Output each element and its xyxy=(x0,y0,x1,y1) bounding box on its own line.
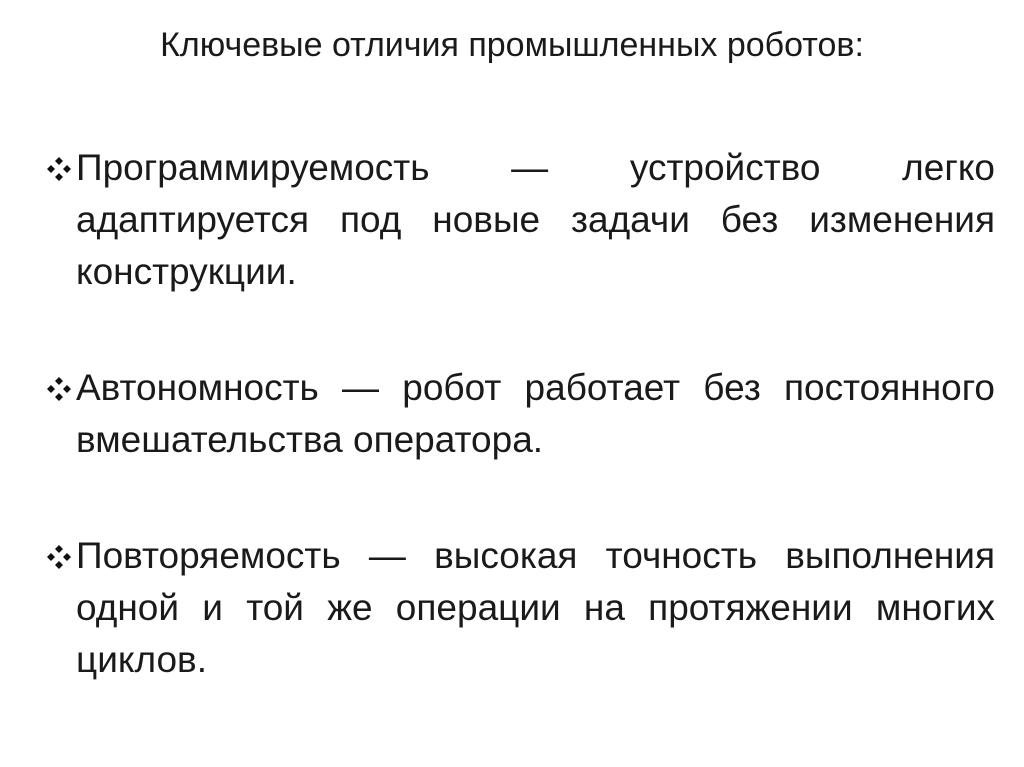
bullet-item-programmability xyxy=(44,142,995,298)
slide-title: Ключевые отличия промышленных роботов: xyxy=(160,26,864,64)
diamond-bullet-icon xyxy=(44,374,74,404)
bullet-text: Повторяемость — высокая точность выполнения одной и той же операции на протяжении многих циклов. xyxy=(76,535,995,680)
bullet-text: Программируемость — устройство легко адаптируется под новые задачи без изменения конструкции. xyxy=(76,147,995,292)
bullet-item-repeatability xyxy=(44,530,995,686)
bullet-item-autonomy xyxy=(44,362,995,466)
diamond-bullet-icon xyxy=(44,154,74,184)
diamond-bullet-icon xyxy=(44,542,74,572)
bullet-text: Автономность — робот работает без постоянного вмешательства оператора. xyxy=(76,367,995,460)
